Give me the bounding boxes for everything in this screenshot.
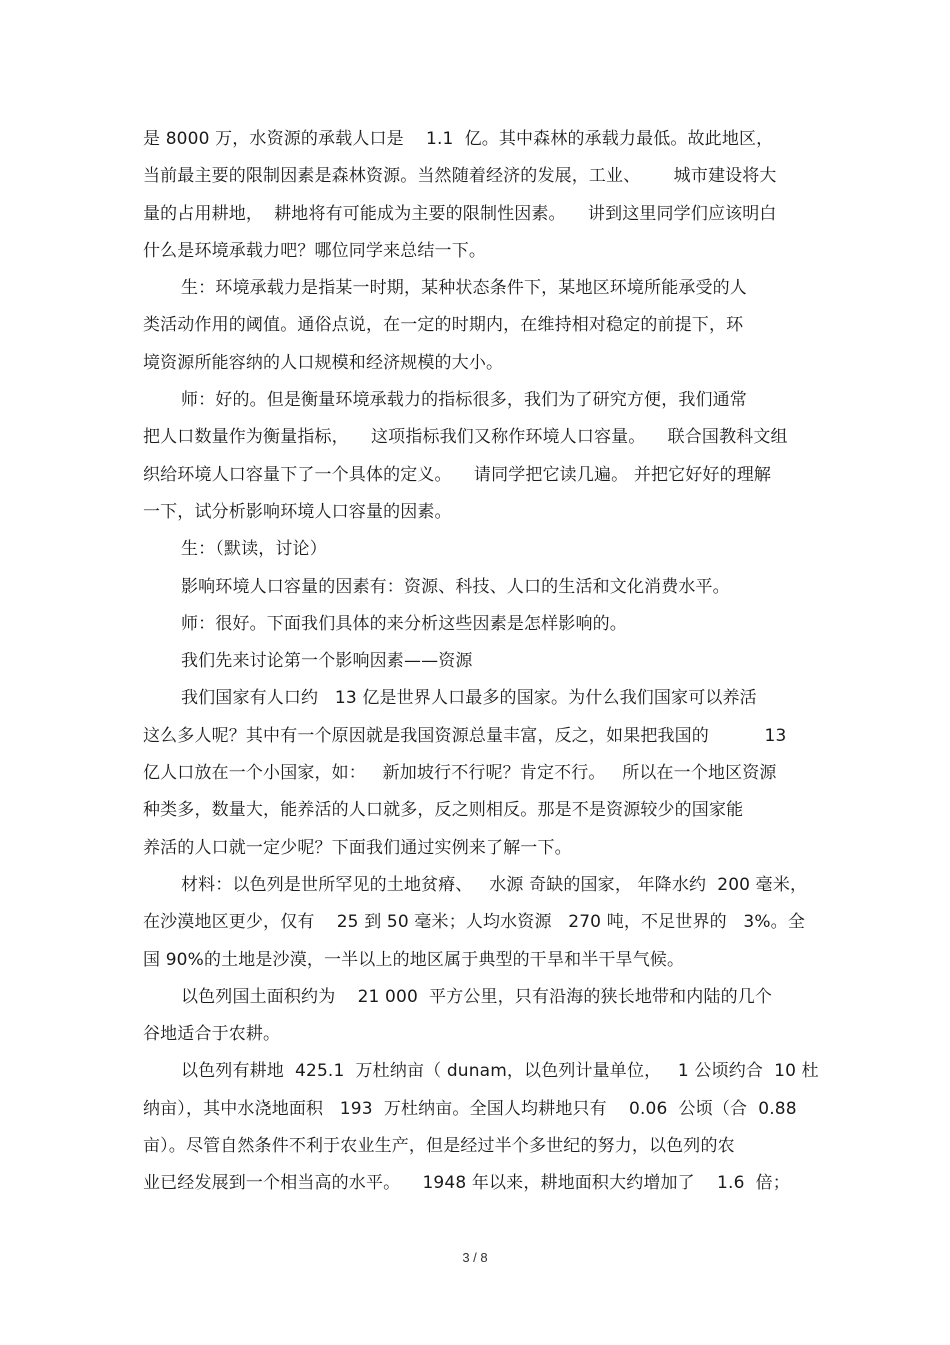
text-line: 生：（默读，讨论）	[181, 539, 327, 560]
text-line: 影响环境人口容量的因素有：资源、科技、人口的生活和文化消费水平。	[181, 576, 730, 597]
text-line: 把人口数量作为衡量指标， 这项指标我们又称作环境人口容量。 联合国教科文组	[143, 427, 788, 448]
text-line: 师：很好。下面我们具体的来分析这些因素是怎样影响的。	[181, 613, 627, 634]
text-line: 养活的人口就一定少呢？下面我们通过实例来了解一下。	[143, 837, 572, 858]
text-line: 国 90%的土地是沙漠，一半以上的地区属于典型的干旱和半干旱气候。	[143, 949, 685, 970]
text-line: 什么是环境承载力吧？哪位同学来总结一下。	[143, 240, 486, 261]
text-line: 种类多，数量大，能养活的人口就多，反之则相反。那是不是资源较少的国家能	[143, 800, 744, 821]
text-line: 类活动作用的阈值。通俗点说，在一定的时期内，在维持相对稳定的前提下，环	[143, 315, 744, 336]
text-line: 这么多人呢？其中有一个原因就是我国资源总量丰富，反之，如果把我国的 13	[143, 725, 787, 746]
text-line: 生：环境承载力是指某一时期，某种状态条件下，某地区环境所能承受的人	[181, 278, 747, 299]
body-text	[143, 121, 819, 1203]
text-line: 量的占用耕地， 耕地将有可能成为主要的限制性因素。 讲到这里同学们应该明白	[143, 203, 777, 224]
text-line: 亿人口放在一个小国家，如： 新加坡行不行呢？肯定不行。 所以在一个地区资源	[143, 763, 777, 784]
text-line: 是 8000 万，水资源的承载人口是 1.1 亿。其中森林的承载力最低。故此地区，	[143, 129, 774, 149]
text-line: 亩）。尽管自然条件不利于农业生产，但是经过半个多世纪的努力，以色列的农	[143, 1136, 735, 1157]
text-line: 师：好的。但是衡量环境承载力的指标很多，我们为了研究方便，我们通常	[181, 390, 747, 411]
text-line: 境资源所能容纳的人口规模和经济规模的大小。	[143, 352, 504, 373]
text-line: 以色列国土面积约为 21 000 平方公里，只有沿海的狭长地带和内陆的几个	[181, 986, 773, 1007]
text-line: 在沙漠地区更少，仅有 25 到 50 毫米；人均水资源 270 吨，不足世界的 3%。全	[143, 912, 805, 933]
text-line: 材料：以色列是世所罕见的土地贫瘠、 水源 奇缺的国家， 年降水约 200 毫米，	[181, 874, 808, 895]
text-line: 业已经发展到一个相当高的水平。 1948 年以来，耕地面积大约增加了 1.6 倍；	[143, 1173, 790, 1194]
text-line: 我们先来讨论第一个影响因素——资源	[181, 651, 473, 672]
text-line: 纳亩），其中水浇地面积 193 万杜纳亩。全国人均耕地只有 0.06 公顷（合 0.88	[143, 1098, 797, 1119]
text-line: 织给环境人口容量下了一个具体的定义。 请同学把它读几遍。 并把它好好的理解	[143, 464, 772, 485]
text-line: 我们国家有人口约 13 亿是世界人口最多的国家。为什么我们国家可以养活	[181, 688, 757, 709]
page-number: 3 / 8	[462, 1250, 488, 1265]
text-line: 当前最主要的限制因素是森林资源。当然随着经济的发展，工业、 城市建设将大	[143, 166, 777, 187]
text-line: 以色列有耕地 425.1 万杜纳亩（ dunam，以色列计量单位， 1 公顷约合 10 杜	[181, 1061, 819, 1082]
text-line: 谷地适合于农耕。	[143, 1024, 281, 1045]
text-line: 一下，试分析影响环境人口容量的因素。	[143, 501, 452, 522]
